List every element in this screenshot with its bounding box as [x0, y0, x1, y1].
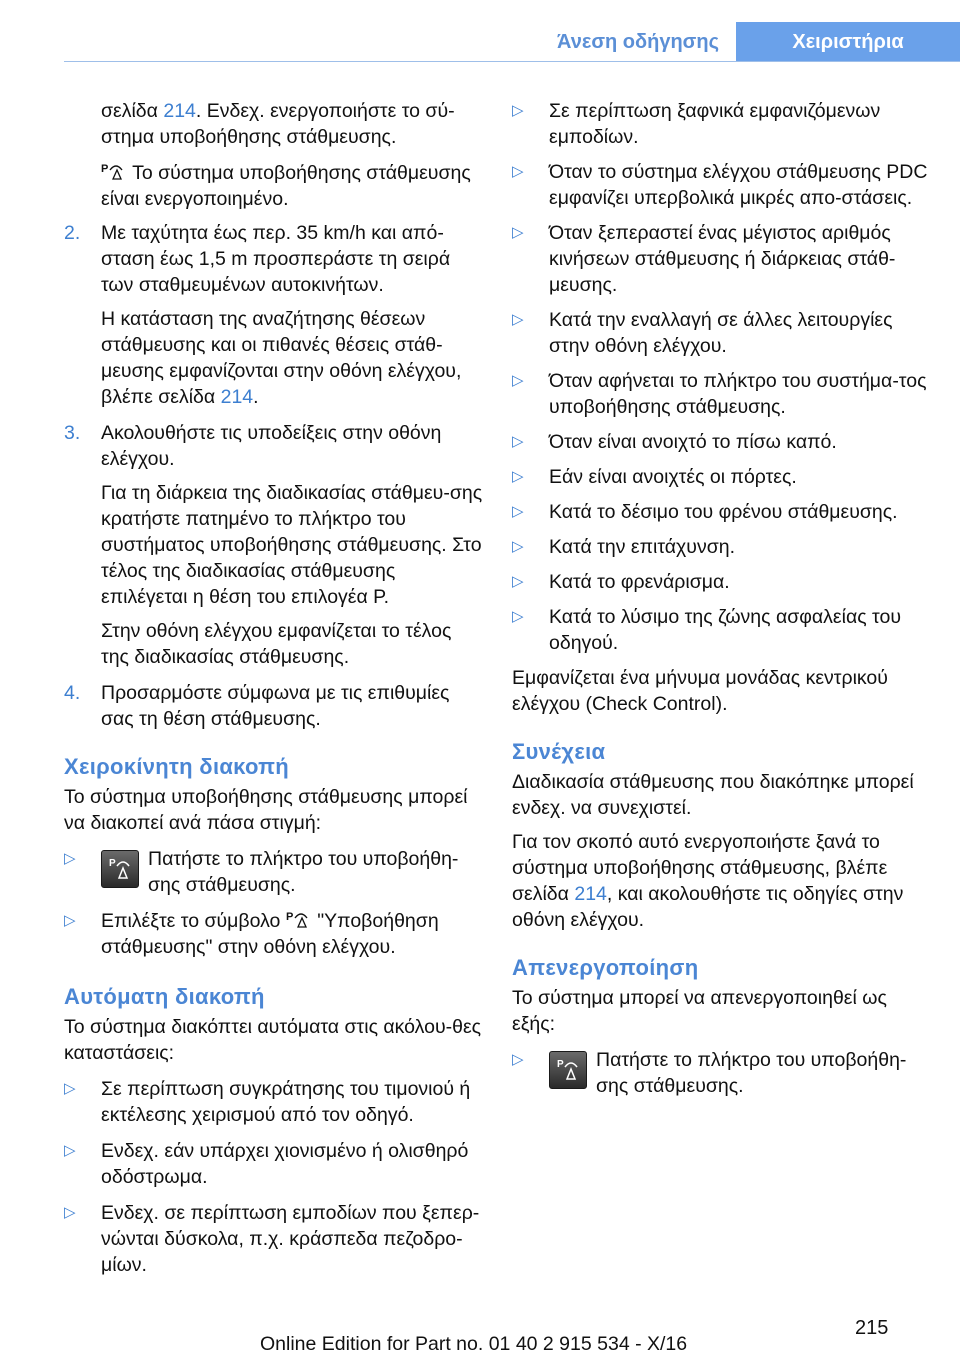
bullet-icon: ▷	[512, 573, 524, 590]
bullet-icon: ▷	[512, 433, 524, 450]
auto-bullet: ▷ Ενδεχ. σε περίπτωση εμποδίων που ξεπερ-νώνται δύσκολα, π.χ. κράσπεδα πεζοδρο-μίων.	[64, 1202, 480, 1276]
deactivate-intro: Το σύστημα μπορεί να απενεργοποιηθεί ως εξής:	[512, 987, 887, 1035]
bullet-icon: ▷	[512, 224, 524, 241]
auto-intro: Το σύστημα διακόπτει αυτόματα στις ακόλου-θες καταστάσεις:	[64, 1016, 482, 1064]
left-column	[64, 98, 484, 1278]
auto-bullet: ▷ Όταν είναι ανοιχτό το πίσω καπό.	[512, 431, 837, 453]
step1-continuation: σελίδα 214. Ενδεχ. ενεργοποιήστε το σύ-στημα υποβοήθησης στάθμευσης.	[101, 100, 455, 148]
edition-note: Online Edition for Part no. 01 40 2 915 534 - X/16	[260, 1333, 688, 1355]
page-link[interactable]: 214	[220, 386, 254, 408]
page-link[interactable]: 214	[574, 883, 607, 905]
heading-continue: Συνέχεια	[512, 739, 606, 764]
auto-bullet: ▷ Όταν το σύστημα ελέγχου στάθμευσης PDC εμφανίζει υπερβολικά μικρές απο-στάσεις.	[512, 161, 928, 209]
auto-bullet: ▷ Κατά το φρενάρισμα.	[512, 571, 730, 593]
bullet-icon: ▷	[64, 912, 76, 929]
bullet-icon: ▷	[512, 468, 524, 485]
auto-bullet: ▷ Σε περίπτωση συγκράτησης του τιμονιού ή εκτέλεσης χειρισμού από τον οδηγό.	[64, 1078, 471, 1126]
header-divider	[64, 61, 960, 62]
continue-text: Διαδικασία στάθμευσης που διακόπηκε μπορεί ενδεχ. να συνεχιστεί.	[512, 771, 914, 819]
park-assist-button-icon	[101, 850, 139, 888]
bullet-icon: ▷	[64, 1142, 76, 1159]
auto-bullet: ▷ Ενδεχ. εάν υπάρχει χιονισμένο ή ολισθηρό οδόστρωμα.	[64, 1140, 469, 1188]
step-4: 4. Προσαρμόστε σύμφωνα με τις επιθυμίες σας τη θέση στάθμευσης.	[64, 682, 450, 730]
bullet-icon: ▷	[512, 372, 524, 389]
park-assist-symbol-icon	[286, 909, 312, 929]
step-3-detail: Για τη διάρκεια της διαδικασίας στάθμευ-σης κρατήστε πατημένο το πλήκτρο του συστήματος υποβοήθησης στάθμευσης. Στο τέλος της διαδικασίας στάθμευσης επιλέγεται η θέση του επιλογέα P.	[101, 482, 483, 608]
step-3: 3. Ακολουθήστε τις υποδείξεις στην οθόνη ελέγχου.	[64, 422, 442, 470]
deactivate-bullet: ▷ P Πατήστε το πλήκτρο του υποβοήθη-σης στάθμευσης.	[512, 1049, 907, 1097]
auto-bullet: ▷ Κατά το δέσιμο του φρένου στάθμευσης.	[512, 501, 898, 523]
step1-status: P Το σύστημα υποβοήθησης στάθμευσης είναι ενεργοποιημένο.	[101, 162, 471, 210]
manual-bullet-2: ▷ Επιλέξτε το σύμβολο P "Υποβοήθηση στάθμευσης" στην οθόνη ελέγχου.	[64, 910, 439, 958]
page-link[interactable]: 214	[163, 100, 196, 122]
svg-text:P: P	[101, 162, 109, 175]
right-column	[512, 98, 932, 1099]
step-3-result: Στην οθόνη ελέγχου εμφανίζεται το τέλος της διαδικασίας στάθμευσης.	[101, 620, 452, 668]
manual-intro: Το σύστημα υποβοήθησης στάθμευσης μπορεί να διακοπεί ανά πάσα στιγμή:	[64, 786, 468, 834]
page-number: 215	[855, 1317, 889, 1339]
bullet-icon: ▷	[64, 850, 76, 867]
auto-bullet: ▷ Εάν είναι ανοιχτές οι πόρτες.	[512, 466, 797, 488]
step-2: 2. Με ταχύτητα έως περ. 35 km/h και από-σταση έως 1,5 m προσπεράστε τη σειρά των σταθμευμένων αυτοκινήτων.	[64, 222, 451, 296]
bullet-icon: ▷	[64, 1204, 76, 1221]
manual-bullet-1: ▷ P Πατήστε το πλήκτρο του υποβοήθη-σης στάθμευσης.	[64, 848, 459, 896]
header-section: Άνεση οδήγησης	[557, 30, 719, 53]
auto-bullet: ▷ Κατά την εναλλαγή σε άλλες λειτουργίες στην οθόνη ελέγχου.	[512, 309, 893, 357]
auto-bullet: ▷ Όταν ξεπεραστεί ένας μέγιστος αριθμός κινήσεων στάθμευσης ή διάρκειας στάθ-μευσης.	[512, 222, 896, 296]
bullet-icon: ▷	[512, 1051, 524, 1068]
svg-text:P: P	[285, 910, 294, 923]
svg-text:P: P	[109, 858, 116, 869]
bullet-icon: ▷	[512, 503, 524, 520]
heading-manual-stop: Χειροκίνητη διακοπή	[64, 754, 290, 779]
step-2-detail: Η κατάσταση της αναζήτησης θέσεων στάθμευσης και οι πιθανές θέσεις στάθ-μευσης εμφανίζονται στην οθόνη ελέγχου, βλέπε σελίδα 214.	[101, 308, 462, 408]
auto-bullet: ▷ Σε περίπτωση ξαφνικά εμφανιζόμενων εμποδίων.	[512, 100, 881, 148]
auto-bullet: ▷ Κατά την επιτάχυνση.	[512, 536, 736, 558]
bullet-icon: ▷	[512, 608, 524, 625]
bullet-icon: ▷	[512, 102, 524, 119]
heading-auto-stop: Αυτόματη διακοπή	[64, 984, 265, 1009]
bullet-icon: ▷	[512, 311, 524, 328]
bullet-icon: ▷	[512, 538, 524, 555]
auto-bullet: ▷ Όταν αφήνεται το πλήκτρο του συστήμα-τος υποβοήθησης στάθμευσης.	[512, 370, 927, 418]
heading-deactivate: Απενεργοποίηση	[512, 955, 699, 980]
check-control-note: Εμφανίζεται ένα μήνυμα μονάδας κεντρικού ελέγχου (Check Control).	[512, 667, 888, 715]
auto-bullet: ▷ Κατά το λύσιμο της ζώνης ασφαλείας του οδηγού.	[512, 606, 901, 654]
header-chapter: Χειριστήρια	[736, 22, 960, 62]
continue-instructions: Για τον σκοπό αυτό ενεργοποιήστε ξανά το σύστημα υποβοήθησης στάθμευσης, βλέπε σελίδα 214, και ακολουθήστε τις οδηγίες στην οθόνη ελέγχου.	[512, 831, 904, 931]
park-assist-button-icon	[549, 1051, 587, 1089]
park-assist-symbol-icon	[101, 161, 127, 181]
bullet-icon: ▷	[512, 163, 524, 180]
bullet-icon: ▷	[64, 1080, 76, 1097]
svg-text:P: P	[557, 1059, 564, 1070]
